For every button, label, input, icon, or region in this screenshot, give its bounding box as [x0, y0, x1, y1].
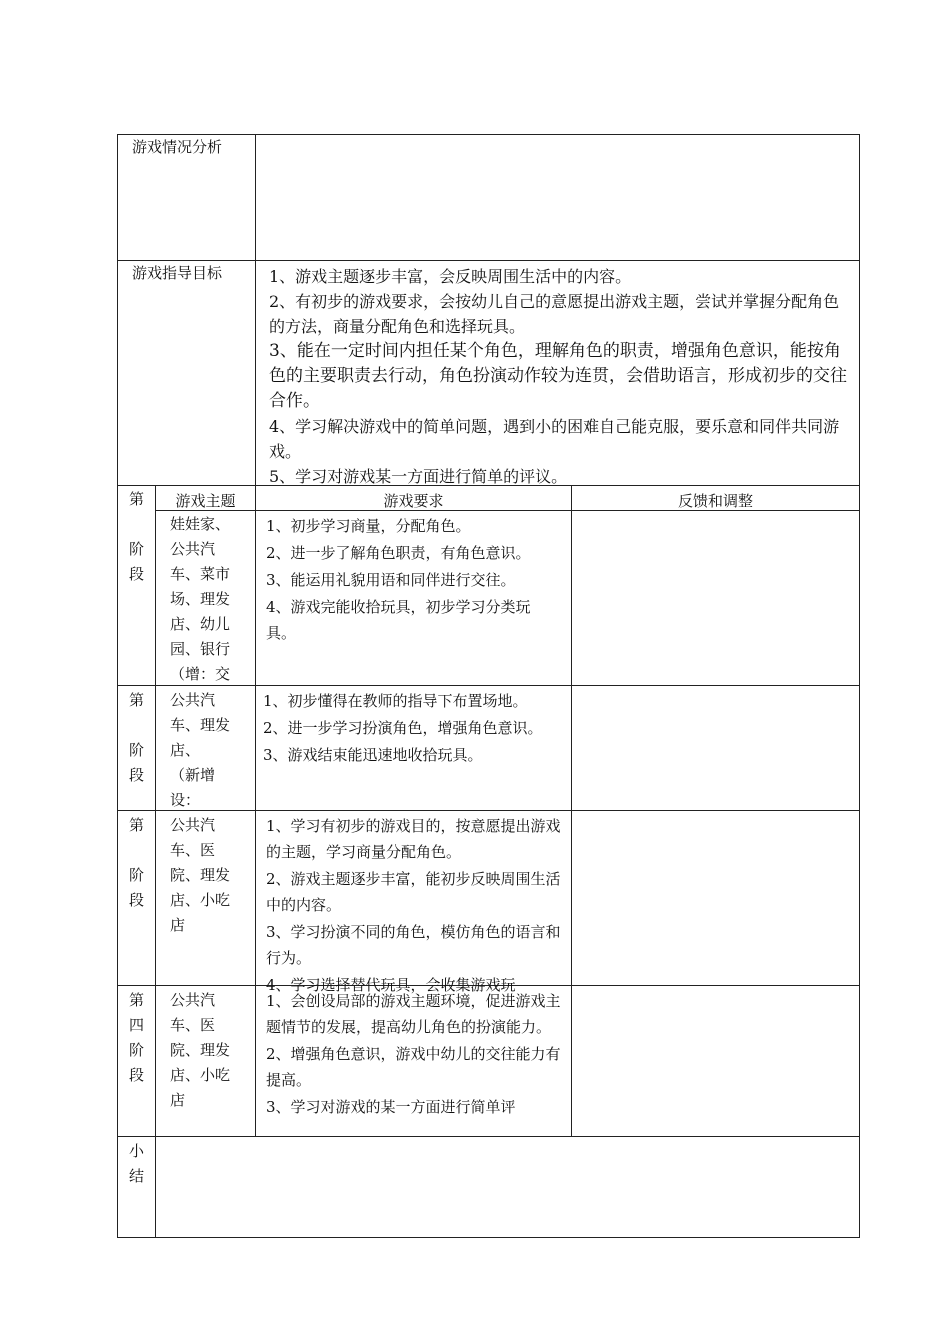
- requirement-item: 2、进一步了解角色职责，有角色意识。: [266, 544, 531, 562]
- stage-requirements: [266, 813, 569, 994]
- column-divider: [155, 485, 156, 1238]
- summary-label: 小 结: [128, 1142, 144, 1185]
- requirement-item: 1、初步懂得在教师的指导下布置场地。: [263, 692, 528, 710]
- requirement-item: 3、能运用礼貌用语和同伴进行交往。: [266, 571, 516, 589]
- requirement-item: 1、初步学习商量，分配角色。: [266, 517, 471, 535]
- requirement-item: 2、进一步学习扮演角色，增强角色意识。: [263, 719, 543, 737]
- stage-feedback: [572, 686, 859, 810]
- requirement-item: 3、游戏结束能迅速地收拾玩具。: [263, 746, 483, 764]
- stage-theme: 公共汽 车、医 院、理发 店、小吃 店: [170, 991, 231, 1109]
- requirement-item: 2、游戏主题逐步丰富，能初步反映周围生活中的内容。: [266, 870, 561, 914]
- goals-label-text: 游戏指导目标: [132, 264, 223, 282]
- goals-label: [132, 261, 252, 286]
- stage-feedback: [572, 811, 859, 985]
- requirement-item: 2、增强角色意识，游戏中幼儿的交往能力有提高。: [266, 1045, 561, 1089]
- goal-item: 5、学习对游戏某一方面进行简单的评议。: [269, 467, 568, 486]
- requirement-item: 1、学习有初步的游戏目的，按意愿提出游戏的主题，学习商量分配角色。: [266, 817, 561, 861]
- stage-theme: 娃娃家、 公共汽 车、菜市 场、理发 店、幼儿 园、银行 （增：交: [170, 515, 231, 683]
- goal-item: 3、能在一定时间内担任某个角色，理解角色的职责，增强角色意识，能按角色的主要职责去行动，角色扮演动作较为连贯，会借助语言，形成初步的交往合作。: [269, 341, 847, 411]
- requirement-item: 4、游戏完能收拾玩具，初步学习分类玩具。: [266, 598, 531, 642]
- column-divider: [255, 134, 256, 486]
- stage-requirements: [266, 513, 568, 684]
- stage-label: 第 阶 段: [128, 691, 144, 784]
- table-border-right: [859, 134, 860, 1238]
- table-border-bottom: [117, 1237, 860, 1238]
- header-requirement: 游戏要求: [383, 492, 444, 510]
- stage-theme: 公共汽 车、理发 店、 （新增 设：: [170, 691, 231, 809]
- requirement-item: 3、学习对游戏的某一方面进行简单评: [266, 1098, 516, 1116]
- analysis-label-text: 游戏情况分析: [132, 138, 223, 156]
- header-theme: 游戏主题: [175, 492, 236, 510]
- stage-requirements: [263, 688, 569, 809]
- goal-item: 1、游戏主题逐步丰富，会反映周围生活中的内容。: [269, 267, 632, 286]
- stage-theme: 公共汽 车、医 院、理发 店、小吃 店: [170, 816, 231, 934]
- stage-label: 第 阶 段: [128, 816, 144, 909]
- stage-feedback: [572, 511, 859, 685]
- analysis-content: [268, 135, 848, 255]
- row-divider: [117, 1136, 860, 1137]
- requirement-item: 3、学习扮演不同的角色，模仿角色的语言和行为。: [266, 923, 561, 967]
- stage-label: 第 阶 段: [128, 490, 144, 583]
- header-feedback: 反馈和调整: [677, 492, 753, 510]
- summary-content: [160, 1139, 855, 1234]
- analysis-label: [132, 135, 252, 160]
- column-divider: [255, 485, 256, 1137]
- requirement-item: 4、学习选择替代玩具，会收集游戏玩: [266, 976, 516, 994]
- stage-label: 第 四 阶 段: [128, 991, 144, 1084]
- stage-requirements: [266, 988, 569, 1135]
- stage-feedback: [572, 986, 859, 1136]
- goals-list: [269, 264, 847, 486]
- goal-item: 4、学习解决游戏中的简单问题，遇到小的困难自己能克服，要乐意和同伴共同游戏。: [269, 417, 840, 461]
- requirement-item: 1、会创设局部的游戏主题环境，促进游戏主题情节的发展，提高幼儿角色的扮演能力。: [266, 992, 561, 1036]
- goal-item: 2、有初步的游戏要求，会按幼儿自己的意愿提出游戏主题，尝试并掌握分配角色的方法，商量分配角色和选择玩具。: [269, 292, 840, 336]
